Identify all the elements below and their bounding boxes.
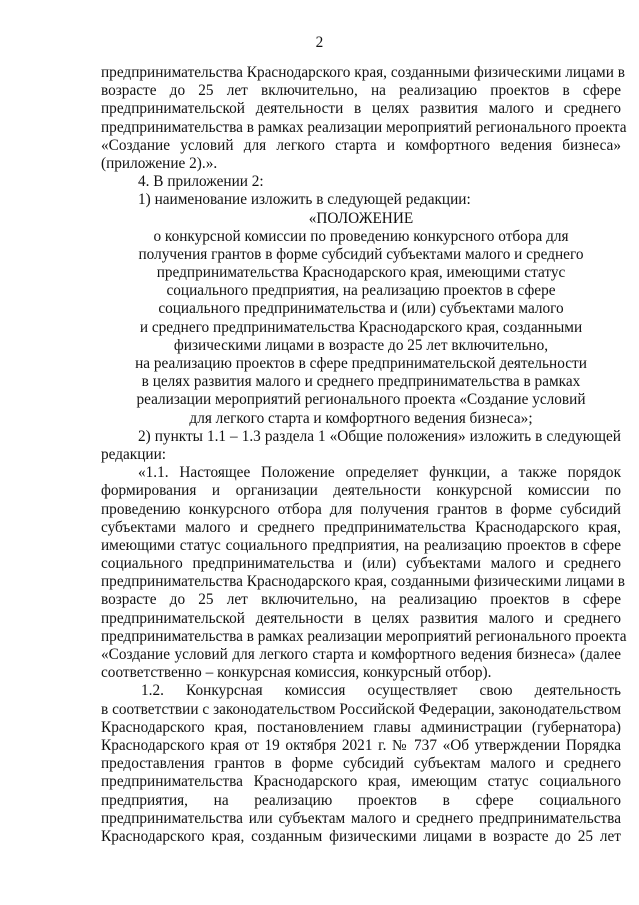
text-line: формирования и организации деятельности конкурсной комиссии по bbox=[101, 482, 621, 500]
text-line: предпринимательства в рамках реализации мероприятий регионального проекта bbox=[101, 118, 627, 136]
text-line: предпринимательства в рамках реализации мероприятий регионального проекта bbox=[101, 627, 627, 645]
text-line: 1.2. Конкурсная комиссия осуществляет свою деятельность bbox=[141, 682, 621, 700]
text-line: 4. В приложении 2: bbox=[138, 173, 264, 191]
text-line: «Создание условий для легкого старта и комфортного ведения бизнеса» bbox=[101, 136, 621, 154]
text-line: (приложение 2).». bbox=[101, 154, 218, 172]
text-line: Краснодарского края от 19 октября 2021 г. № 737 «Об утверждении Порядка bbox=[101, 736, 621, 754]
text-line: Краснодарского края, постановлением главы администрации (губернатора) bbox=[101, 718, 621, 736]
regulation-subtitle-line: получения грантов в форме субсидий субъектами малого и среднего bbox=[138, 245, 584, 263]
regulation-subtitle-line: для легкого старта и комфортного ведения бизнеса»; bbox=[189, 409, 533, 427]
regulation-subtitle-line: социального предприятия, на реализацию проектов в сфере bbox=[166, 282, 556, 300]
regulation-subtitle-line: физическими лицами в возрасте до 25 лет включительно, bbox=[173, 336, 549, 354]
text-line: возрасте до 25 лет включительно, на реализацию проектов в сфере bbox=[101, 591, 621, 609]
text-line: «Создание условий для легкого старта и комфортного ведения бизнеса» (далее bbox=[101, 646, 621, 663]
text-line: предоставления грантов в форме субсидий субъектам малого и среднего bbox=[101, 755, 621, 773]
text-line: 2) пункты 1.1 – 1.3 раздела 1 «Общие положения» изложить в следующей bbox=[138, 427, 621, 445]
text-line: предпринимательства Краснодарского края, созданными физическими лицами в bbox=[101, 64, 625, 81]
regulation-subtitle-line: предпринимательства Краснодарского края, имеющими статус bbox=[156, 264, 566, 282]
regulation-subtitle-line: социального предпринимательства и (или) субъектами малого bbox=[158, 300, 564, 318]
text-line: социального предпринимательства и (или) субъектами малого и среднего bbox=[101, 555, 621, 573]
text-line: имеющими статус социального предприятия, на реализацию проектов в сфере bbox=[101, 536, 621, 554]
text-line: 1) наименование изложить в следующей редакции: bbox=[138, 191, 471, 209]
text-line: возрасте до 25 лет включительно, на реализацию проектов в сфере bbox=[101, 82, 621, 100]
text-line: предпринимательства Краснодарского края, созданными физическими лицами в bbox=[101, 573, 625, 591]
text-line: Краснодарского края, созданным физическими лицами в возрасте до 25 лет bbox=[101, 827, 621, 845]
text-line: редакции: bbox=[101, 445, 167, 463]
page-number: 2 bbox=[315, 34, 324, 51]
regulation-title: «ПОЛОЖЕНИЕ bbox=[308, 209, 414, 227]
text-line: в соответствии с законодательством Российской Федерации, законодательством bbox=[101, 700, 621, 718]
regulation-subtitle-line: на реализацию проектов в сфере предпринимательской деятельности bbox=[135, 355, 587, 372]
text-line: соответственно – конкурсная комиссия, конкурсный отбор). bbox=[101, 664, 492, 682]
text-line: предпринимательской деятельности в целях развития малого и среднего bbox=[101, 100, 621, 118]
document-body bbox=[101, 64, 627, 846]
text-line: предпринимательства или субъектам малого и среднего предпринимательства bbox=[101, 809, 621, 827]
regulation-subtitle-line: реализации мероприятий регионального проекта «Создание условий bbox=[136, 391, 586, 409]
text-line: «1.1. Настоящее Положение определяет функции, а также порядок bbox=[138, 464, 621, 482]
text-line: предпринимательства Краснодарского края, имеющим статус социального bbox=[101, 773, 621, 791]
text-line: предпринимательской деятельности в целях развития малого и среднего bbox=[101, 609, 621, 627]
regulation-subtitle-line: в целях развития малого и среднего предпринимательства в рамках bbox=[141, 373, 581, 391]
regulation-subtitle-line: о конкурсной комиссии по проведению конкурсного отбора для bbox=[153, 227, 569, 245]
regulation-subtitle-line: и среднего предпринимательства Краснодарского края, созданными bbox=[139, 318, 583, 336]
text-line: предприятия, на реализацию проектов в сфере социального bbox=[101, 791, 621, 809]
text-line: проведению конкурсного отбора для получения грантов в форме субсидий bbox=[101, 500, 621, 518]
text-line: субъектами малого и среднего предпринимательства Краснодарского края, bbox=[101, 518, 621, 536]
